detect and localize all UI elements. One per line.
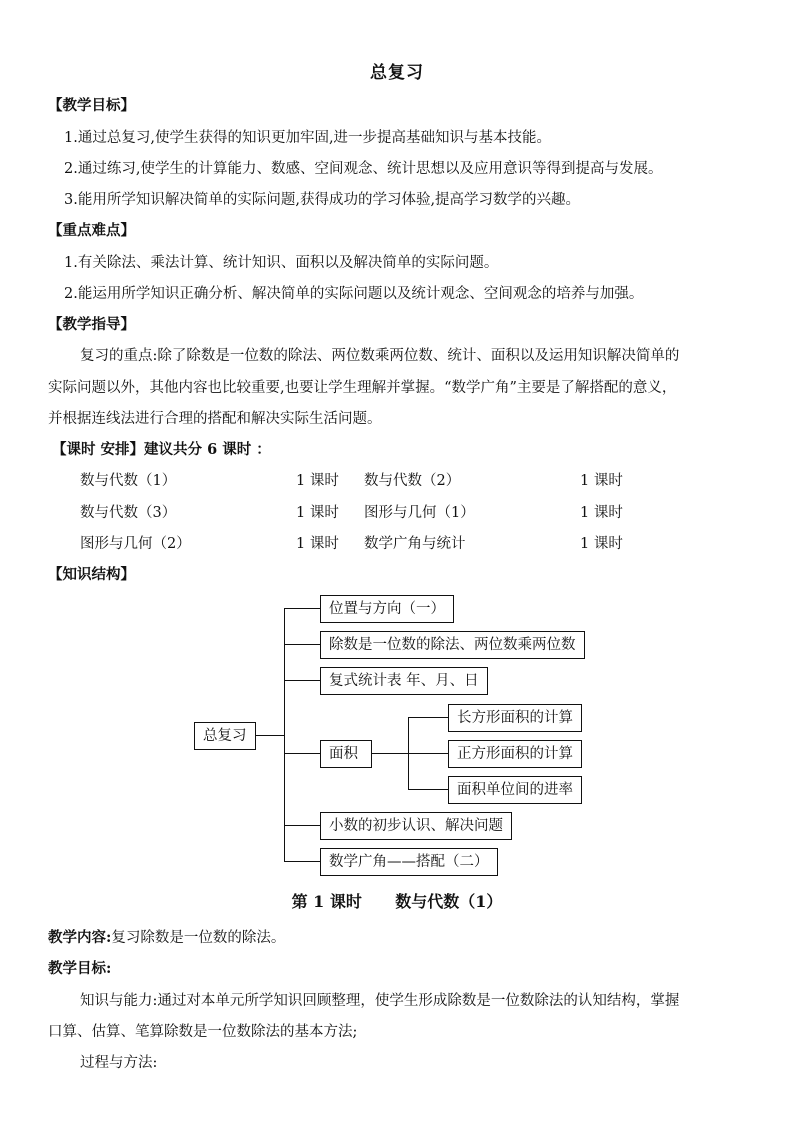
goal-item: 2.通过练习,使学生的计算能力、数感、空间观念、统计思想以及应用意识等得到提高与发展。: [64, 161, 663, 177]
connector-line: [408, 717, 448, 718]
lesson-knowledge-text: 知识与能力:通过对本单元所学知识回顾整理，使学生形成除数是一位数除法的认知结构，掌握: [80, 993, 680, 1009]
lesson-content-row: [48, 928, 285, 948]
knowledge-structure-diagram: [0, 590, 794, 880]
connector-line: [408, 789, 448, 790]
schedule-time: 1 课时: [580, 505, 623, 521]
area-child-node: 长方形面积的计算: [448, 704, 582, 732]
goals-heading: 【教学目标】: [48, 97, 135, 114]
branch-node: 位置与方向（一）: [320, 595, 454, 623]
connector-line: [284, 753, 320, 754]
connector-line: [408, 753, 448, 754]
schedule-name: 数与代数（1）: [80, 473, 177, 489]
guide-text: 复习的重点:除了除数是一位数的除法、两位数乘两位数、统计、面积以及运用知识解决简单的: [80, 348, 680, 364]
connector-line: [284, 680, 320, 681]
connector-line: [284, 644, 320, 645]
schedule-name: 图形与几何（2）: [80, 536, 191, 552]
branch-node-area: 面积: [320, 740, 372, 768]
lesson-process-text: 过程与方法:: [80, 1055, 158, 1071]
goal-item: 3.能用所学知识解决简单的实际问题,获得成功的学习体验,提高学习数学的兴趣。: [64, 192, 581, 208]
schedule-time: 1 课时: [296, 473, 339, 489]
schedule-name: 数与代数（3）: [80, 505, 177, 521]
connector-line: [284, 825, 320, 826]
connector-line: [284, 608, 320, 609]
lesson-heading: 第 1 课时 数与代数（1）: [291, 892, 503, 911]
lesson-content-label: 教学内容:: [48, 929, 112, 946]
branch-node: 除数是一位数的除法、两位数乘两位数: [320, 631, 585, 659]
page-title: 总复习: [370, 63, 424, 83]
lesson-goals-label: 教学目标:: [48, 960, 112, 977]
schedule-heading: 【课时 安排】建议共分 6 课时 ：: [52, 441, 271, 458]
guide-text: 实际问题以外，其他内容也比较重要,也要让学生理解并掌握。“数学广角”主要是了解搭配的意义，: [48, 380, 677, 396]
area-child-node: 正方形面积的计算: [448, 740, 582, 768]
branch-node: 小数的初步认识、解决问题: [320, 812, 512, 840]
lesson-knowledge-text: 口算、估算、笔算除数是一位数除法的基本方法;: [48, 1024, 358, 1040]
connector-line: [284, 608, 285, 862]
schedule-time: 1 课时: [580, 473, 623, 489]
branch-node: 复式统计表 年、月、日: [320, 667, 488, 695]
diagram-root: 总复习: [194, 722, 256, 750]
schedule-time: 1 课时: [296, 505, 339, 521]
guide-heading: 【教学指导】: [48, 316, 135, 333]
schedule-time: 1 课时: [580, 536, 623, 552]
schedule-name: 数学广角与统计: [364, 536, 466, 552]
goal-item: 1.通过总复习,使学生获得的知识更加牢固,进一步提高基础知识与基本技能。: [64, 130, 552, 146]
schedule-name: 图形与几何（1）: [364, 505, 475, 521]
lesson-content-text: 复习除数是一位数的除法。: [111, 930, 286, 946]
connector-line: [256, 735, 284, 736]
guide-text: 并根据连线法进行合理的搭配和解决实际生活问题。: [48, 411, 382, 427]
structure-heading: 【知识结构】: [48, 566, 135, 583]
branch-node: 数学广角——搭配（二）: [320, 848, 498, 876]
connector-line: [284, 861, 320, 862]
schedule-time: 1 课时: [296, 536, 339, 552]
key-heading: 【重点难点】: [48, 222, 135, 239]
area-child-node: 面积单位间的进率: [448, 776, 582, 804]
key-item: 2.能运用所学知识正确分析、解决简单的实际问题以及统计观念、空间观念的培养与加强。: [64, 286, 644, 302]
schedule-name: 数与代数（2）: [364, 473, 461, 489]
key-item: 1.有关除法、乘法计算、统计知识、面积以及解决简单的实际问题。: [64, 255, 499, 271]
connector-line: [372, 753, 408, 754]
